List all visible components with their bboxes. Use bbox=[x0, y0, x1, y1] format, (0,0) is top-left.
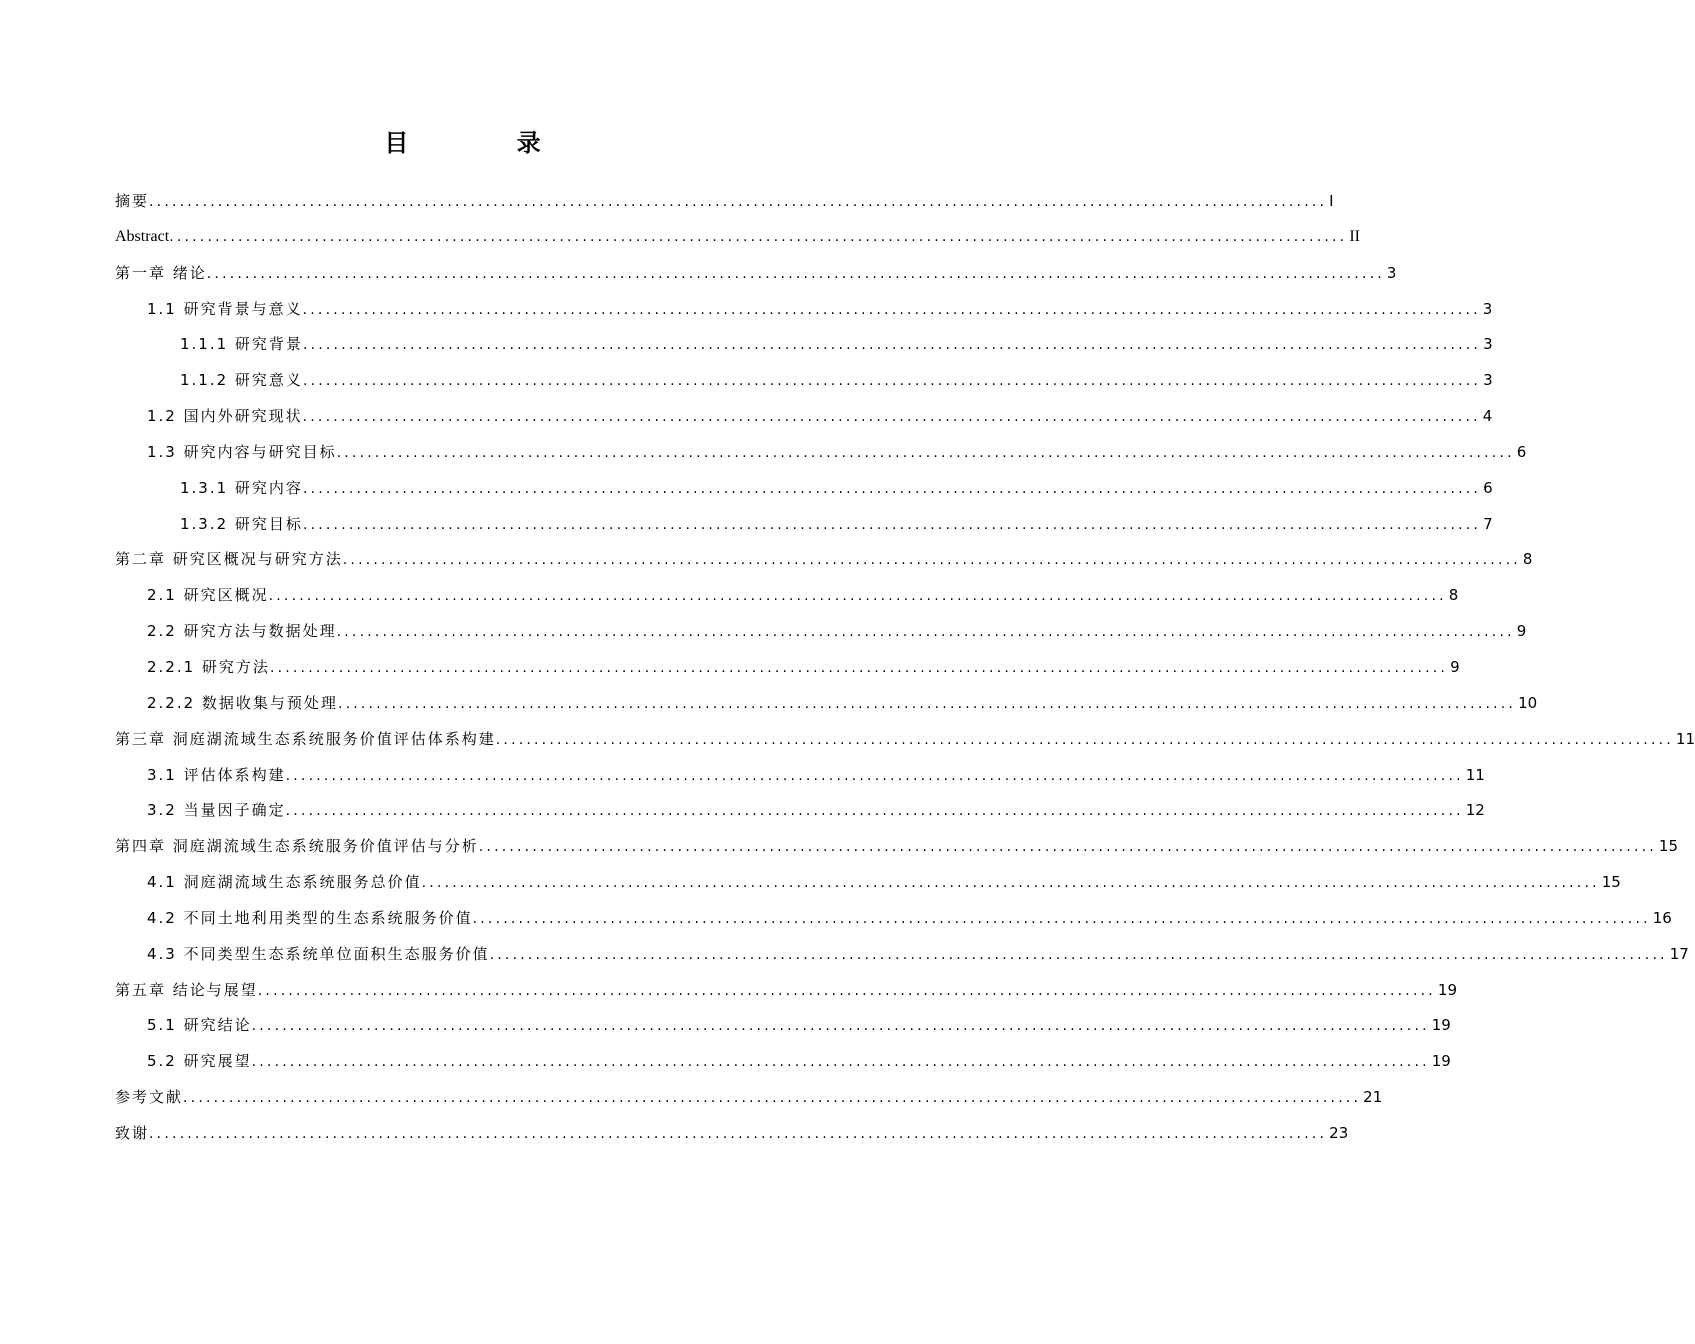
toc-entry[interactable] bbox=[115, 291, 1493, 327]
toc-entry-label: 2.2.1 研究方法 bbox=[147, 657, 270, 676]
toc-entry-label: 4.2 不同土地利用类型的生态系统服务价值 bbox=[147, 908, 473, 927]
toc-entry[interactable] bbox=[115, 1079, 1383, 1115]
toc-entry-label: 第四章 洞庭湖流域生态系统服务价值评估与分析 bbox=[115, 837, 479, 856]
toc-entry[interactable] bbox=[115, 1115, 1349, 1151]
dot-leader: .......................................................................................................................................................... bbox=[336, 444, 1515, 461]
dot-leader: .......................................................................................................................................................... bbox=[251, 1018, 1430, 1035]
toc-entry-label: 5.1 研究结论 bbox=[147, 1016, 252, 1035]
toc-entry-page-number: 15 bbox=[1601, 873, 1621, 892]
toc-entry[interactable] bbox=[115, 506, 1493, 542]
toc-entry[interactable] bbox=[115, 900, 1672, 936]
toc-entry[interactable] bbox=[115, 792, 1485, 828]
dot-leader: .......................................................................................................................................................... bbox=[472, 910, 1651, 927]
dot-leader: .......................................................................................................................................................... bbox=[489, 946, 1668, 963]
toc-entry-page-number: 11 bbox=[1675, 729, 1695, 748]
toc-entry-page-number: 19 bbox=[1431, 1016, 1451, 1035]
toc-list bbox=[115, 183, 1695, 1151]
toc-entry-label: 1.3 研究内容与研究目标 bbox=[147, 442, 337, 461]
toc-entry-page-number: I bbox=[1329, 192, 1334, 210]
dot-leader: .......................................................................................................................................................... bbox=[183, 1090, 1362, 1107]
toc-entry-label: 3.1 评估体系构建 bbox=[147, 765, 286, 784]
toc-entry-page-number: 11 bbox=[1465, 765, 1485, 784]
toc-entry[interactable] bbox=[115, 613, 1527, 649]
toc-entry-page-number: 9 bbox=[1516, 622, 1527, 641]
toc-entry-label: 1.1 研究背景与意义 bbox=[147, 299, 303, 318]
toc-entry-label: 1.3.2 研究目标 bbox=[180, 514, 303, 533]
dot-leader: .......................................................................................................................................................... bbox=[302, 480, 1482, 497]
toc-entry-label: 5.2 研究展望 bbox=[147, 1052, 252, 1071]
toc-entry-page-number: 8 bbox=[1522, 550, 1533, 569]
toc-entry[interactable] bbox=[115, 864, 1621, 900]
dot-leader: .......................................................................................................................................................... bbox=[302, 409, 1481, 426]
toc-entry[interactable] bbox=[115, 541, 1533, 577]
toc-entry-page-number: 3 bbox=[1386, 263, 1397, 282]
toc-entry[interactable] bbox=[115, 972, 1458, 1008]
dot-leader: .......................................................................................................................................................... bbox=[149, 194, 1328, 210]
toc-entry-page-number: 6 bbox=[1516, 442, 1527, 461]
toc-entry-page-number: 7 bbox=[1483, 514, 1493, 533]
toc-entry[interactable] bbox=[115, 936, 1689, 972]
dot-leader: .......................................................................................................................................................... bbox=[337, 695, 1517, 712]
toc-entry-label: 摘要 bbox=[115, 192, 150, 210]
toc-entry[interactable] bbox=[115, 255, 1397, 291]
toc-entry-label: 2.2 研究方法与数据处理 bbox=[147, 622, 337, 641]
toc-entry-label: 第五章 结论与展望 bbox=[115, 980, 258, 999]
toc-entry-page-number: 16 bbox=[1652, 908, 1672, 927]
toc-entry-page-number: 9 bbox=[1450, 657, 1460, 676]
toc-entry[interactable] bbox=[115, 757, 1485, 793]
toc-entry[interactable] bbox=[115, 721, 1695, 757]
toc-entry-page-number: 3 bbox=[1483, 335, 1493, 354]
toc-entry-page-number: 3 bbox=[1482, 299, 1493, 318]
toc-entry-label: 致谢 bbox=[115, 1123, 150, 1142]
toc-entry-label: 参考文献 bbox=[115, 1088, 184, 1107]
toc-entry[interactable] bbox=[115, 398, 1493, 434]
toc-entry-page-number: 15 bbox=[1658, 837, 1679, 856]
toc-entry-page-number: 3 bbox=[1483, 371, 1493, 390]
page-title: 目 录 bbox=[384, 129, 591, 157]
toc-entry-label: 2.2.2 数据收集与预处理 bbox=[147, 693, 338, 712]
dot-leader: .......................................................................................................................................................... bbox=[336, 624, 1515, 641]
dot-leader: .......................................................................................................................................................... bbox=[269, 659, 1449, 676]
toc-entry[interactable] bbox=[115, 434, 1527, 470]
dot-leader: .......................................................................................................................................................... bbox=[302, 337, 1482, 354]
toc-entry-label: 第二章 研究区概况与研究方法 bbox=[115, 550, 343, 569]
dot-leader: .......................................................................................................................................................... bbox=[206, 265, 1385, 282]
toc-entry-label: 1.2 国内外研究现状 bbox=[147, 407, 303, 426]
toc-entry-page-number: 12 bbox=[1465, 801, 1485, 820]
toc-entry[interactable] bbox=[115, 470, 1493, 506]
toc-entry-page-number: 19 bbox=[1431, 1052, 1451, 1071]
toc-entry-label: Abstract bbox=[115, 227, 170, 245]
toc-entry[interactable] bbox=[115, 1043, 1451, 1079]
toc-entry[interactable] bbox=[115, 685, 1538, 721]
toc-entry-page-number: 10 bbox=[1518, 693, 1538, 712]
toc-entry-label: 1.1.2 研究意义 bbox=[180, 371, 303, 390]
toc-entry-page-number: 21 bbox=[1363, 1088, 1383, 1107]
toc-entry[interactable] bbox=[115, 219, 1360, 255]
dot-leader: .......................................................................................................................................................... bbox=[169, 228, 1348, 245]
toc-entry-label: 2.1 研究区概况 bbox=[147, 586, 269, 605]
toc-entry-page-number: 8 bbox=[1448, 586, 1459, 605]
toc-entry[interactable] bbox=[115, 577, 1459, 613]
dot-leader: .......................................................................................................................................................... bbox=[302, 516, 1482, 533]
toc-entry-label: 4.1 洞庭湖流域生态系统服务总价值 bbox=[147, 873, 422, 892]
toc-entry[interactable] bbox=[115, 828, 1679, 864]
dot-leader: .......................................................................................................................................................... bbox=[285, 803, 1464, 820]
dot-leader: .......................................................................................................................................................... bbox=[421, 875, 1600, 892]
toc-entry-page-number: II bbox=[1349, 227, 1360, 245]
dot-leader: .......................................................................................................................................................... bbox=[285, 767, 1464, 784]
toc-entry-page-number: 4 bbox=[1482, 407, 1493, 426]
toc-entry-label: 3.2 当量因子确定 bbox=[147, 801, 286, 820]
toc-entry-page-number: 17 bbox=[1669, 944, 1689, 963]
toc-entry[interactable] bbox=[115, 183, 1334, 219]
toc-entry-page-number: 6 bbox=[1483, 478, 1493, 497]
dot-leader: .......................................................................................................................................................... bbox=[495, 731, 1674, 748]
dot-leader: .......................................................................................................................................................... bbox=[302, 373, 1482, 390]
toc-entry-label: 第一章 绪论 bbox=[115, 263, 207, 282]
dot-leader: .......................................................................................................................................................... bbox=[478, 839, 1657, 856]
dot-leader: .......................................................................................................................................................... bbox=[342, 552, 1521, 569]
toc-entry[interactable] bbox=[115, 649, 1460, 685]
toc-entry[interactable] bbox=[115, 1007, 1451, 1043]
dot-leader: .......................................................................................................................................................... bbox=[302, 301, 1481, 318]
dot-leader: .......................................................................................................................................................... bbox=[251, 1054, 1430, 1071]
dot-leader: .......................................................................................................................................................... bbox=[149, 1125, 1328, 1142]
toc-entry[interactable] bbox=[115, 362, 1493, 398]
toc-entry-label: 第三章 洞庭湖流域生态系统服务价值评估体系构建 bbox=[115, 729, 496, 748]
toc-entry-label: 1.3.1 研究内容 bbox=[180, 478, 303, 497]
toc-entry[interactable] bbox=[115, 326, 1493, 362]
toc-entry-page-number: 23 bbox=[1329, 1123, 1349, 1142]
toc-entry-label: 4.3 不同类型生态系统单位面积生态服务价值 bbox=[147, 944, 490, 963]
dot-leader: .......................................................................................................................................................... bbox=[268, 588, 1447, 605]
dot-leader: .......................................................................................................................................................... bbox=[257, 982, 1436, 999]
toc-entry-label: 1.1.1 研究背景 bbox=[180, 335, 303, 354]
toc-entry-page-number: 19 bbox=[1437, 980, 1458, 999]
